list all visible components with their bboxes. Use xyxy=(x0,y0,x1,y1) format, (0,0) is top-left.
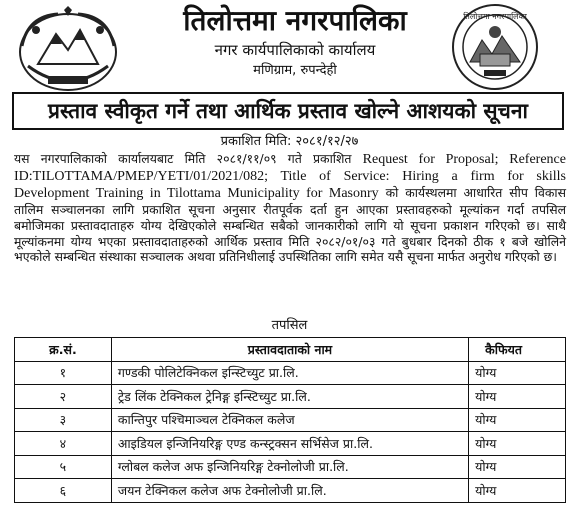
nepal-emblem-icon xyxy=(8,6,128,92)
office-name: नगर कार्यपालिकाको कार्यालय xyxy=(214,41,376,59)
table-row xyxy=(15,479,566,503)
row-proposer-name: कान्तिपुर पश्चिमाञ्चल टेक्निकल कलेज xyxy=(111,408,468,432)
logo-text: तिलोत्तमा नगरपालिका xyxy=(463,12,527,21)
notice-title: प्रस्ताव स्वीकृत गर्ने तथा आर्थिक प्रस्ताव खोल्ने आशयको सूचना xyxy=(12,92,564,130)
table-header-row xyxy=(15,338,566,362)
row-serial: ३ xyxy=(15,408,112,432)
org-name: तिलोत्तमा नगरपालिका xyxy=(183,4,407,37)
body-english-reference: Request for Proposal; Reference ID:TILOTTAMA/PMEP/YETI/01/2021/082; Title of Service: Hiring a firm for skills Development Training in Tilottama Municipality for Masonry xyxy=(14,152,566,201)
table-row xyxy=(15,361,566,385)
header xyxy=(0,0,579,94)
row-remark: योग्य xyxy=(469,408,566,432)
row-proposer-name: ट्रेड लिंक टेक्निकल ट्रेनिङ्ग इन्स्टिच्युट प्रा.लि. xyxy=(111,385,468,409)
table-row xyxy=(15,432,566,456)
row-proposer-name: ग्लोबल कलेज अफ इन्जिनियरिङ्ग टेक्नोलोजी प्रा.लि. xyxy=(111,455,468,479)
row-proposer-name: आइडियल इन्जिनियरिङ्ग एण्ड कन्स्ट्रक्सन सर्भिसेज प्रा.लि. xyxy=(111,432,468,456)
row-remark: योग्य xyxy=(469,455,566,479)
row-proposer-name: गण्डकी पोलिटेक्निकल इन्स्टिच्युट प्रा.लि. xyxy=(111,361,468,385)
row-serial: ६ xyxy=(15,479,112,503)
row-remark: योग्य xyxy=(469,432,566,456)
header-proposer-name: प्रस्तावदाताको नाम xyxy=(111,338,468,362)
row-serial: २ xyxy=(15,385,112,409)
body-part-2: को कार्यस्थलमा आधारित सीप विकास तालिम सञ्चालनका लागि प्रकाशित सूचना अनुसार रीतपूर्वक दर्ता हुन आएका प्रस्तावहरुको मूल्यांकन गर्दा तपसिल बमोजिमका प्रस्तावदाताहरु योग्य देखिएकोले सम्बन्धित सबैको जानकारीको लागि यो सूचना प्रकाशन गरिएको छ। साथै मूल्यांकनमा योग्य भएका प्रस्तावदाताहरुको आर्थिक प्रस्ताव मिति २०८२/०१/०३ गते बुधबार दिनको ठीक १ बजे खोलिने भएकोले सम्बन्धित संस्थाका सञ्चालक अथवा प्रतिनिधीलाई उपस्थितिका लागि समेत यसै सूचना मार्फत अनुरोध गरिएको छ। xyxy=(14,184,566,265)
schedule-title: तपसिल xyxy=(271,318,308,333)
row-remark: योग्य xyxy=(469,385,566,409)
row-proposer-name: जयन टेक्निकल कलेज अफ टेक्नोलोजी प्रा.लि. xyxy=(111,479,468,503)
header-serial: क्र.सं. xyxy=(15,338,112,362)
row-serial: ५ xyxy=(15,455,112,479)
municipality-logo-icon xyxy=(420,2,570,92)
table-row xyxy=(15,385,566,409)
row-serial: ४ xyxy=(15,432,112,456)
table-row xyxy=(15,455,566,479)
row-remark: योग्य xyxy=(469,361,566,385)
proposers-table xyxy=(14,337,566,503)
header-remarks: कैफियत xyxy=(469,338,566,362)
published-date: प्रकाशित मिति: २०८१/१२/२७ xyxy=(220,134,359,149)
row-remark: योग्य xyxy=(469,479,566,503)
table-row xyxy=(15,408,566,432)
office-address: मणिग्राम, रुपन्देही xyxy=(253,63,337,78)
body-part-1: यस नगरपालिकाको कार्यालयबाट मिति २०८१/११/०९ गते प्रकाशित xyxy=(14,151,363,166)
notice-body xyxy=(14,151,566,265)
row-serial: १ xyxy=(15,361,112,385)
